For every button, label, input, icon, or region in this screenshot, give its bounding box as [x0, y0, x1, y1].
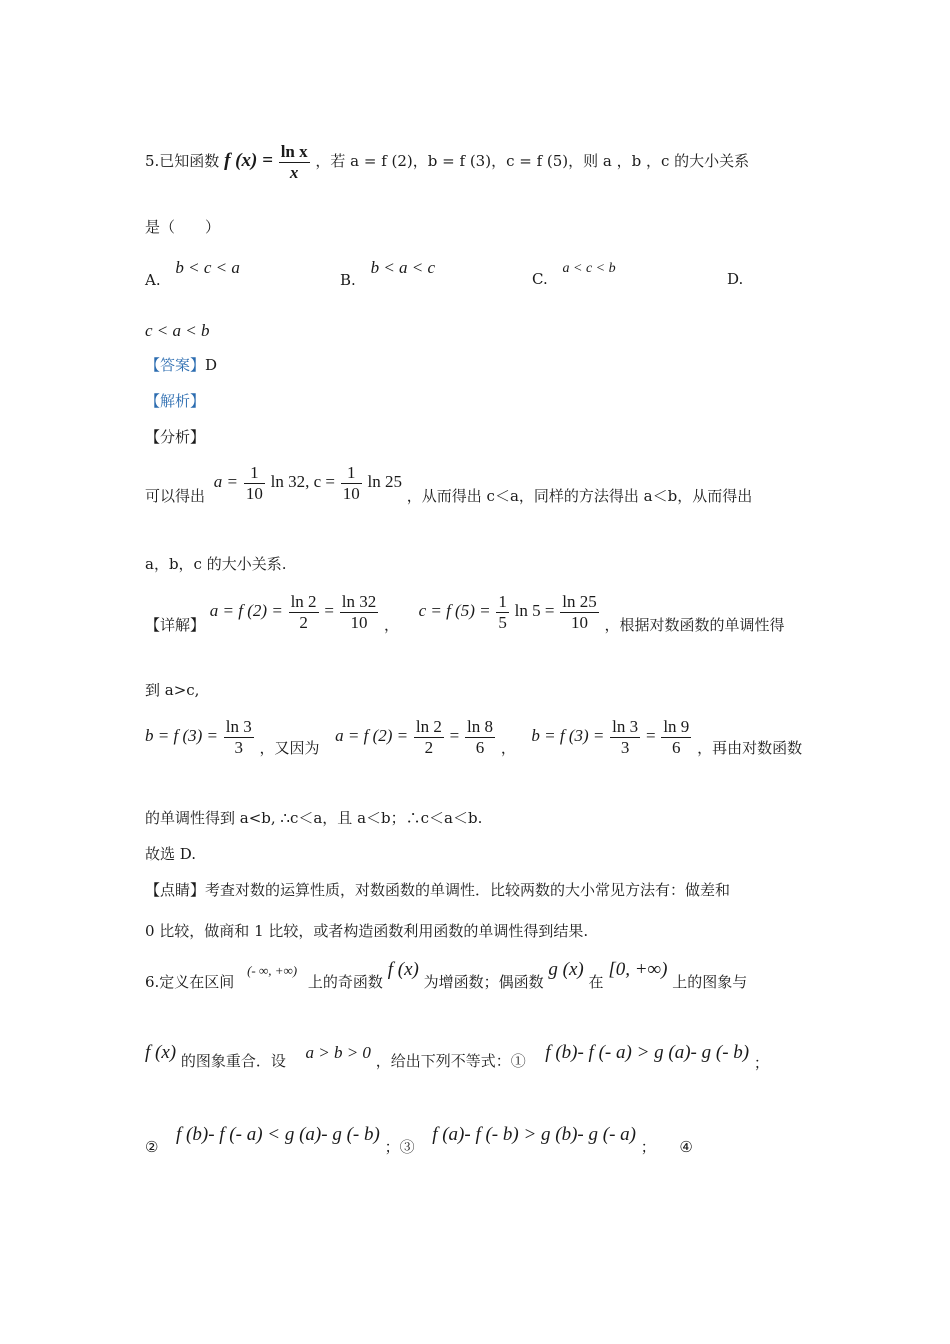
- fenxi-a: a =: [213, 472, 239, 492]
- d3-frac-ln3b: [610, 717, 640, 757]
- dianjing: [145, 883, 730, 898]
- guxuan: 故选 D.: [145, 845, 197, 863]
- q6-l2-fx: f (x): [145, 1042, 177, 1063]
- q6-sep: ；③: [384, 1138, 415, 1156]
- frac-num: ln 8: [467, 717, 494, 736]
- frac-den: 10: [342, 483, 360, 503]
- d3-frac-ln3: [224, 717, 254, 757]
- detail-line-4: 的单调性得到 a<b, ∴c＜a，且 a＜b；∴c＜a＜b.: [145, 809, 483, 827]
- d3-frac-ln2: [414, 717, 444, 757]
- q6-l2-mid: 的图象重合．设: [180, 1052, 286, 1070]
- q6-marker-2: ②: [145, 1138, 159, 1156]
- q6-ineq-3: f (a)- f (- b) > g (b)- g (- a): [432, 1124, 636, 1145]
- detail-frac-ln32: [340, 592, 378, 632]
- d3-post: ，再由对数函数: [697, 739, 803, 758]
- detail-line-2: 到 a>c,: [145, 681, 200, 699]
- q6-line-3: [145, 1124, 693, 1156]
- fenxi-post: ，从而得出 c＜a，同样的方法得出 a＜b，从而得出: [406, 487, 753, 506]
- q6-l2-end: ；: [753, 1054, 769, 1072]
- frac-num: ln 3: [225, 717, 252, 736]
- q6-line-1: [145, 959, 748, 991]
- detail-c: c = f (5) =: [418, 601, 491, 621]
- q5-answer: [145, 358, 217, 373]
- frac-den: 10: [571, 612, 588, 632]
- option-text: b < c < a: [175, 258, 240, 277]
- option-label: C.: [532, 270, 548, 288]
- frac-den: 6: [672, 737, 681, 757]
- detail-frac-ln2: [289, 592, 319, 632]
- q6-interval2: [0, +∞): [608, 959, 668, 980]
- q5-stem: [145, 142, 749, 182]
- detail-a: a = f (2) =: [209, 601, 283, 621]
- detail-tag: 【详解】: [145, 616, 206, 635]
- q5-option-b: [340, 258, 436, 289]
- dianjing-text: 考查对数的运算性质，对数函数的单调性．比较两数的大小常见方法有：做差和: [205, 881, 731, 899]
- frac-den: 3: [620, 737, 630, 757]
- fenxi-line: [145, 463, 753, 506]
- q5-option-d: [727, 270, 743, 288]
- d3-b2: b = f (3) =: [531, 726, 605, 746]
- fenxi-pre: 可以得出: [145, 487, 206, 506]
- d3-frac-ln8: [465, 717, 495, 757]
- frac-num: 1: [244, 463, 265, 484]
- q6-fx: f (x): [387, 959, 419, 980]
- frac-den: 10: [350, 612, 368, 632]
- frac-num: 1: [341, 463, 362, 484]
- frac-num: ln 9: [663, 717, 690, 736]
- fenxi-frac-2: [341, 463, 362, 503]
- d3-frac-ln9: [661, 717, 691, 757]
- jiexi-tag: 【解析】: [145, 392, 206, 410]
- answer-tag: 【答案】: [145, 356, 206, 374]
- detail-ln5: ln 5 =: [514, 601, 555, 621]
- q6-gx: g (x): [548, 959, 584, 980]
- q6-mid1: 上的奇函数: [307, 973, 383, 991]
- q6-mid2: 为增函数；偶函数: [423, 973, 544, 991]
- q6-ineq-1: f (b)- f (- a) > g (a)- g (- b): [545, 1042, 750, 1063]
- q5-fx-numerator: ln x: [280, 142, 308, 161]
- frac-den: 2: [299, 612, 308, 632]
- fenxi-ln25: ln 25: [367, 472, 402, 492]
- fenxi-ln32: ln 32, c =: [270, 472, 335, 492]
- d3-b: b = f (3) =: [145, 726, 218, 746]
- d3-mid: ，又因为: [259, 739, 320, 758]
- frac-num: ln 3: [612, 717, 639, 736]
- q6-l3-end: ；: [640, 1138, 656, 1156]
- q6-l2-post: ，给出下列不等式：①: [375, 1052, 526, 1070]
- q6-ineq-2: f (b)- f (- a) < g (a)- g (- b): [176, 1124, 380, 1145]
- frac-num: ln 2: [415, 717, 442, 736]
- q5-option-a: [145, 258, 240, 289]
- q6-line-2: [145, 1042, 769, 1072]
- frac-den: 2: [424, 737, 434, 757]
- fenxi-end: a，b，c 的大小关系.: [145, 555, 287, 573]
- answer-value: D: [205, 356, 218, 374]
- detail-post: ，根据对数函数的单调性得: [604, 616, 785, 635]
- q6-marker-4: ④: [679, 1138, 693, 1156]
- frac-num: ln 25: [562, 592, 597, 611]
- frac-den: 3: [234, 737, 244, 757]
- fenxi-frac-1: [244, 463, 265, 503]
- q6-post: 上的图象与: [672, 973, 748, 991]
- q6-interval: (- ∞, +∞): [247, 963, 298, 978]
- frac-num: ln 2: [290, 592, 317, 611]
- q6-mid3: 在: [588, 973, 604, 991]
- option-label: A.: [145, 271, 161, 289]
- frac-num: ln 32: [341, 592, 377, 611]
- option-text: a < c < b: [562, 261, 616, 276]
- q5-option-d-text: c < a < b: [145, 321, 210, 340]
- frac-den: 5: [498, 612, 507, 632]
- q6-l2-cond: a > b > 0: [305, 1043, 371, 1062]
- q5-option-c: [532, 258, 616, 288]
- d3-a: a = f (2) =: [335, 726, 409, 746]
- q5-stem-middle: ，若 a = f (2)，b = f (3)，c = f (5)，则 a ，b ，c 的大小关系: [315, 152, 750, 171]
- fenxi-tag: 【分析】: [145, 428, 206, 446]
- dianjing-tag: 【点睛】: [145, 881, 206, 899]
- q6-pre: 6.定义在区间: [145, 973, 235, 991]
- q5-fx-denominator: x: [289, 162, 299, 182]
- frac-den: 6: [475, 737, 485, 757]
- detail-line-3: b = f (3) = $\frac{\ln 3}{3}$ ，又因为 a = f (2) = $\frac{\ln 2}{2}$ = $\frac{\ln 8}{6}$ ， b = f (3) = $\frac{\ln 3}{3}$ = $\frac{\ln 9}{6}$ ，再由对数函数: [145, 717, 803, 758]
- q5-stem-end: 是（ ）: [145, 218, 221, 236]
- option-label: B.: [340, 271, 356, 289]
- detail-frac-ln25: [560, 592, 598, 632]
- q5-fx-fraction: [279, 142, 310, 182]
- q5-fx-lhs: f (x) =: [224, 150, 273, 172]
- q5-number-text: 5.已知函数: [145, 152, 220, 171]
- frac-num: 1: [498, 592, 507, 611]
- option-text: b < a < c: [370, 258, 436, 277]
- detail-frac-1-5: [496, 592, 509, 632]
- detail-line-1: 【详解】 a = f (2) = $\frac{\ln 2}{2}$ = $\frac{\ln 32}{10}$ ， c = f (5) = $\frac{1}{5}$ ln 5 = $\frac{\ln 25}{10}$ ，根据对数函数的单调性得: [145, 592, 785, 635]
- frac-den: 10: [245, 483, 263, 503]
- option-label: D.: [727, 270, 744, 288]
- dianjing-2: 0 比较，做商和 1 比较，或者构造函数利用函数的单调性得到结果.: [145, 922, 589, 940]
